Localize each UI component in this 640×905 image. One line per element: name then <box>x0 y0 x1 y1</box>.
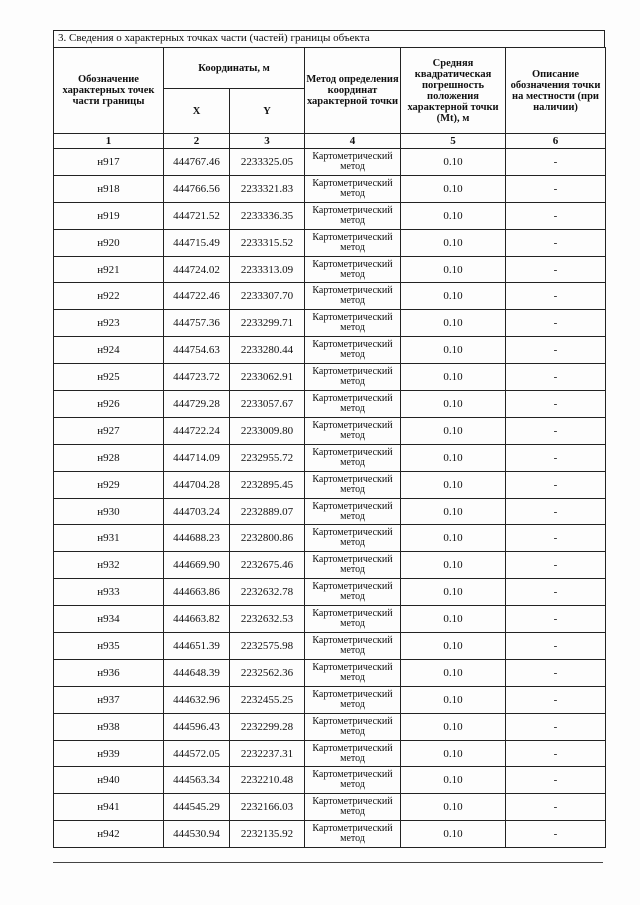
method-cell: Картометрический метод <box>305 686 401 713</box>
table-row <box>54 391 606 418</box>
x-cell: 444663.86 <box>164 579 230 606</box>
header-accuracy: Средняя квадратическая погрешность положения характерной точки (Mt), м <box>401 48 506 134</box>
method-cell: Картометрический метод <box>305 310 401 337</box>
method-cell: Картометрический метод <box>305 659 401 686</box>
point-cell: н923 <box>54 310 164 337</box>
method-cell: Картометрический метод <box>305 337 401 364</box>
bottom-divider <box>53 862 603 863</box>
description-cell: - <box>506 175 606 202</box>
y-cell: 2233325.05 <box>230 149 305 176</box>
table-row <box>54 310 606 337</box>
y-cell: 2232575.98 <box>230 633 305 660</box>
point-cell: н941 <box>54 794 164 821</box>
table-row <box>54 579 606 606</box>
y-cell: 2233336.35 <box>230 202 305 229</box>
y-cell: 2232562.36 <box>230 659 305 686</box>
accuracy-cell: 0.10 <box>401 256 506 283</box>
header-designation: Обозначение характерных точек части границы <box>54 48 164 134</box>
accuracy-cell: 0.10 <box>401 767 506 794</box>
table-row <box>54 202 606 229</box>
point-cell: н926 <box>54 391 164 418</box>
point-cell: н938 <box>54 713 164 740</box>
y-cell: 2232632.53 <box>230 606 305 633</box>
table-row <box>54 740 606 767</box>
table-row <box>54 175 606 202</box>
y-cell: 2232135.92 <box>230 821 305 848</box>
point-cell: н929 <box>54 471 164 498</box>
point-cell: н934 <box>54 606 164 633</box>
method-cell: Картометрический метод <box>305 794 401 821</box>
column-number: 2 <box>164 134 230 149</box>
method-cell: Картометрический метод <box>305 579 401 606</box>
table-row <box>54 149 606 176</box>
description-cell: - <box>506 391 606 418</box>
accuracy-cell: 0.10 <box>401 444 506 471</box>
table-row <box>54 821 606 848</box>
description-cell: - <box>506 606 606 633</box>
method-cell: Картометрический метод <box>305 229 401 256</box>
description-cell: - <box>506 364 606 391</box>
x-cell: 444723.72 <box>164 364 230 391</box>
x-cell: 444632.96 <box>164 686 230 713</box>
accuracy-cell: 0.10 <box>401 821 506 848</box>
x-cell: 444663.82 <box>164 606 230 633</box>
point-cell: н924 <box>54 337 164 364</box>
point-cell: н917 <box>54 149 164 176</box>
accuracy-cell: 0.10 <box>401 579 506 606</box>
x-cell: 444754.63 <box>164 337 230 364</box>
y-cell: 2232632.78 <box>230 579 305 606</box>
table-row <box>54 552 606 579</box>
table-body <box>54 149 606 848</box>
point-cell: н928 <box>54 444 164 471</box>
accuracy-cell: 0.10 <box>401 794 506 821</box>
table-row <box>54 337 606 364</box>
accuracy-cell: 0.10 <box>401 175 506 202</box>
accuracy-cell: 0.10 <box>401 417 506 444</box>
method-cell: Картометрический метод <box>305 391 401 418</box>
accuracy-cell: 0.10 <box>401 391 506 418</box>
accuracy-cell: 0.10 <box>401 659 506 686</box>
method-cell: Картометрический метод <box>305 606 401 633</box>
method-cell: Картометрический метод <box>305 633 401 660</box>
description-cell: - <box>506 310 606 337</box>
description-cell: - <box>506 229 606 256</box>
method-cell: Картометрический метод <box>305 364 401 391</box>
point-cell: н918 <box>54 175 164 202</box>
x-cell: 444530.94 <box>164 821 230 848</box>
table-row <box>54 794 606 821</box>
table-row <box>54 471 606 498</box>
x-cell: 444596.43 <box>164 713 230 740</box>
x-cell: 444688.23 <box>164 525 230 552</box>
y-cell: 2233307.70 <box>230 283 305 310</box>
y-cell: 2232299.28 <box>230 713 305 740</box>
x-cell: 444767.46 <box>164 149 230 176</box>
point-cell: н936 <box>54 659 164 686</box>
header-description: Описание обозначения точки на местности (при наличии) <box>506 48 606 134</box>
table-row <box>54 525 606 552</box>
accuracy-cell: 0.10 <box>401 337 506 364</box>
y-cell: 2233315.52 <box>230 229 305 256</box>
accuracy-cell: 0.10 <box>401 149 506 176</box>
x-cell: 444572.05 <box>164 740 230 767</box>
method-cell: Картометрический метод <box>305 498 401 525</box>
header-coordinates: Координаты, м <box>164 48 305 89</box>
header-method: Метод определения координат характерной точки <box>305 48 401 134</box>
point-cell: н942 <box>54 821 164 848</box>
description-cell: - <box>506 498 606 525</box>
description-cell: - <box>506 444 606 471</box>
section-title: 3. Сведения о характерных точках части (частей) границы объекта <box>53 30 605 47</box>
y-cell: 2232675.46 <box>230 552 305 579</box>
description-cell: - <box>506 579 606 606</box>
method-cell: Картометрический метод <box>305 713 401 740</box>
point-cell: н940 <box>54 767 164 794</box>
method-cell: Картометрический метод <box>305 444 401 471</box>
accuracy-cell: 0.10 <box>401 229 506 256</box>
y-cell: 2232166.03 <box>230 794 305 821</box>
accuracy-cell: 0.10 <box>401 525 506 552</box>
table-row <box>54 364 606 391</box>
table-row <box>54 229 606 256</box>
x-cell: 444714.09 <box>164 444 230 471</box>
x-cell: 444729.28 <box>164 391 230 418</box>
point-cell: н933 <box>54 579 164 606</box>
point-cell: н935 <box>54 633 164 660</box>
column-number: 4 <box>305 134 401 149</box>
x-cell: 444651.39 <box>164 633 230 660</box>
table-row <box>54 659 606 686</box>
header-x: X <box>164 89 230 134</box>
description-cell: - <box>506 633 606 660</box>
boundary-points-table <box>53 47 606 848</box>
description-cell: - <box>506 256 606 283</box>
table-row <box>54 606 606 633</box>
x-cell: 444669.90 <box>164 552 230 579</box>
point-cell: н930 <box>54 498 164 525</box>
method-cell: Картометрический метод <box>305 283 401 310</box>
description-cell: - <box>506 417 606 444</box>
x-cell: 444704.28 <box>164 471 230 498</box>
point-cell: н927 <box>54 417 164 444</box>
accuracy-cell: 0.10 <box>401 633 506 660</box>
accuracy-cell: 0.10 <box>401 713 506 740</box>
table-row <box>54 713 606 740</box>
x-cell: 444648.39 <box>164 659 230 686</box>
description-cell: - <box>506 659 606 686</box>
method-cell: Картометрический метод <box>305 740 401 767</box>
table-row <box>54 633 606 660</box>
x-cell: 444715.49 <box>164 229 230 256</box>
method-cell: Картометрический метод <box>305 256 401 283</box>
point-cell: н919 <box>54 202 164 229</box>
description-cell: - <box>506 821 606 848</box>
y-cell: 2233057.67 <box>230 391 305 418</box>
x-cell: 444722.46 <box>164 283 230 310</box>
x-cell: 444721.52 <box>164 202 230 229</box>
y-cell: 2232895.45 <box>230 471 305 498</box>
method-cell: Картометрический метод <box>305 149 401 176</box>
table-row <box>54 686 606 713</box>
method-cell: Картометрический метод <box>305 525 401 552</box>
method-cell: Картометрический метод <box>305 175 401 202</box>
description-cell: - <box>506 149 606 176</box>
y-cell: 2232800.86 <box>230 525 305 552</box>
header-y: Y <box>230 89 305 134</box>
description-cell: - <box>506 740 606 767</box>
point-cell: н922 <box>54 283 164 310</box>
y-cell: 2233299.71 <box>230 310 305 337</box>
column-number: 1 <box>54 134 164 149</box>
description-cell: - <box>506 525 606 552</box>
y-cell: 2233321.83 <box>230 175 305 202</box>
point-cell: н925 <box>54 364 164 391</box>
point-cell: н937 <box>54 686 164 713</box>
point-cell: н921 <box>54 256 164 283</box>
accuracy-cell: 0.10 <box>401 202 506 229</box>
method-cell: Картометрический метод <box>305 821 401 848</box>
y-cell: 2233009.80 <box>230 417 305 444</box>
accuracy-cell: 0.10 <box>401 310 506 337</box>
y-cell: 2232955.72 <box>230 444 305 471</box>
accuracy-cell: 0.10 <box>401 606 506 633</box>
description-cell: - <box>506 767 606 794</box>
y-cell: 2233313.09 <box>230 256 305 283</box>
x-cell: 444722.24 <box>164 417 230 444</box>
method-cell: Картометрический метод <box>305 471 401 498</box>
method-cell: Картометрический метод <box>305 552 401 579</box>
table-row <box>54 444 606 471</box>
header-row <box>54 48 606 89</box>
accuracy-cell: 0.10 <box>401 471 506 498</box>
point-cell: н939 <box>54 740 164 767</box>
description-cell: - <box>506 471 606 498</box>
description-cell: - <box>506 552 606 579</box>
method-cell: Картометрический метод <box>305 767 401 794</box>
column-number: 3 <box>230 134 305 149</box>
y-cell: 2233062.91 <box>230 364 305 391</box>
x-cell: 444563.34 <box>164 767 230 794</box>
point-cell: н920 <box>54 229 164 256</box>
method-cell: Картометрический метод <box>305 417 401 444</box>
description-cell: - <box>506 686 606 713</box>
description-cell: - <box>506 202 606 229</box>
x-cell: 444766.56 <box>164 175 230 202</box>
column-number: 5 <box>401 134 506 149</box>
y-cell: 2232889.07 <box>230 498 305 525</box>
accuracy-cell: 0.10 <box>401 498 506 525</box>
accuracy-cell: 0.10 <box>401 364 506 391</box>
x-cell: 444703.24 <box>164 498 230 525</box>
accuracy-cell: 0.10 <box>401 686 506 713</box>
accuracy-cell: 0.10 <box>401 283 506 310</box>
x-cell: 444757.36 <box>164 310 230 337</box>
column-number-row <box>54 134 606 149</box>
accuracy-cell: 0.10 <box>401 552 506 579</box>
y-cell: 2233280.44 <box>230 337 305 364</box>
y-cell: 2232237.31 <box>230 740 305 767</box>
table-row <box>54 283 606 310</box>
column-number: 6 <box>506 134 606 149</box>
x-cell: 444545.29 <box>164 794 230 821</box>
table-row <box>54 767 606 794</box>
method-cell: Картометрический метод <box>305 202 401 229</box>
point-cell: н931 <box>54 525 164 552</box>
description-cell: - <box>506 713 606 740</box>
y-cell: 2232210.48 <box>230 767 305 794</box>
y-cell: 2232455.25 <box>230 686 305 713</box>
table-row <box>54 417 606 444</box>
accuracy-cell: 0.10 <box>401 740 506 767</box>
description-cell: - <box>506 283 606 310</box>
table-row <box>54 498 606 525</box>
point-cell: н932 <box>54 552 164 579</box>
description-cell: - <box>506 337 606 364</box>
table-row <box>54 256 606 283</box>
description-cell: - <box>506 794 606 821</box>
x-cell: 444724.02 <box>164 256 230 283</box>
